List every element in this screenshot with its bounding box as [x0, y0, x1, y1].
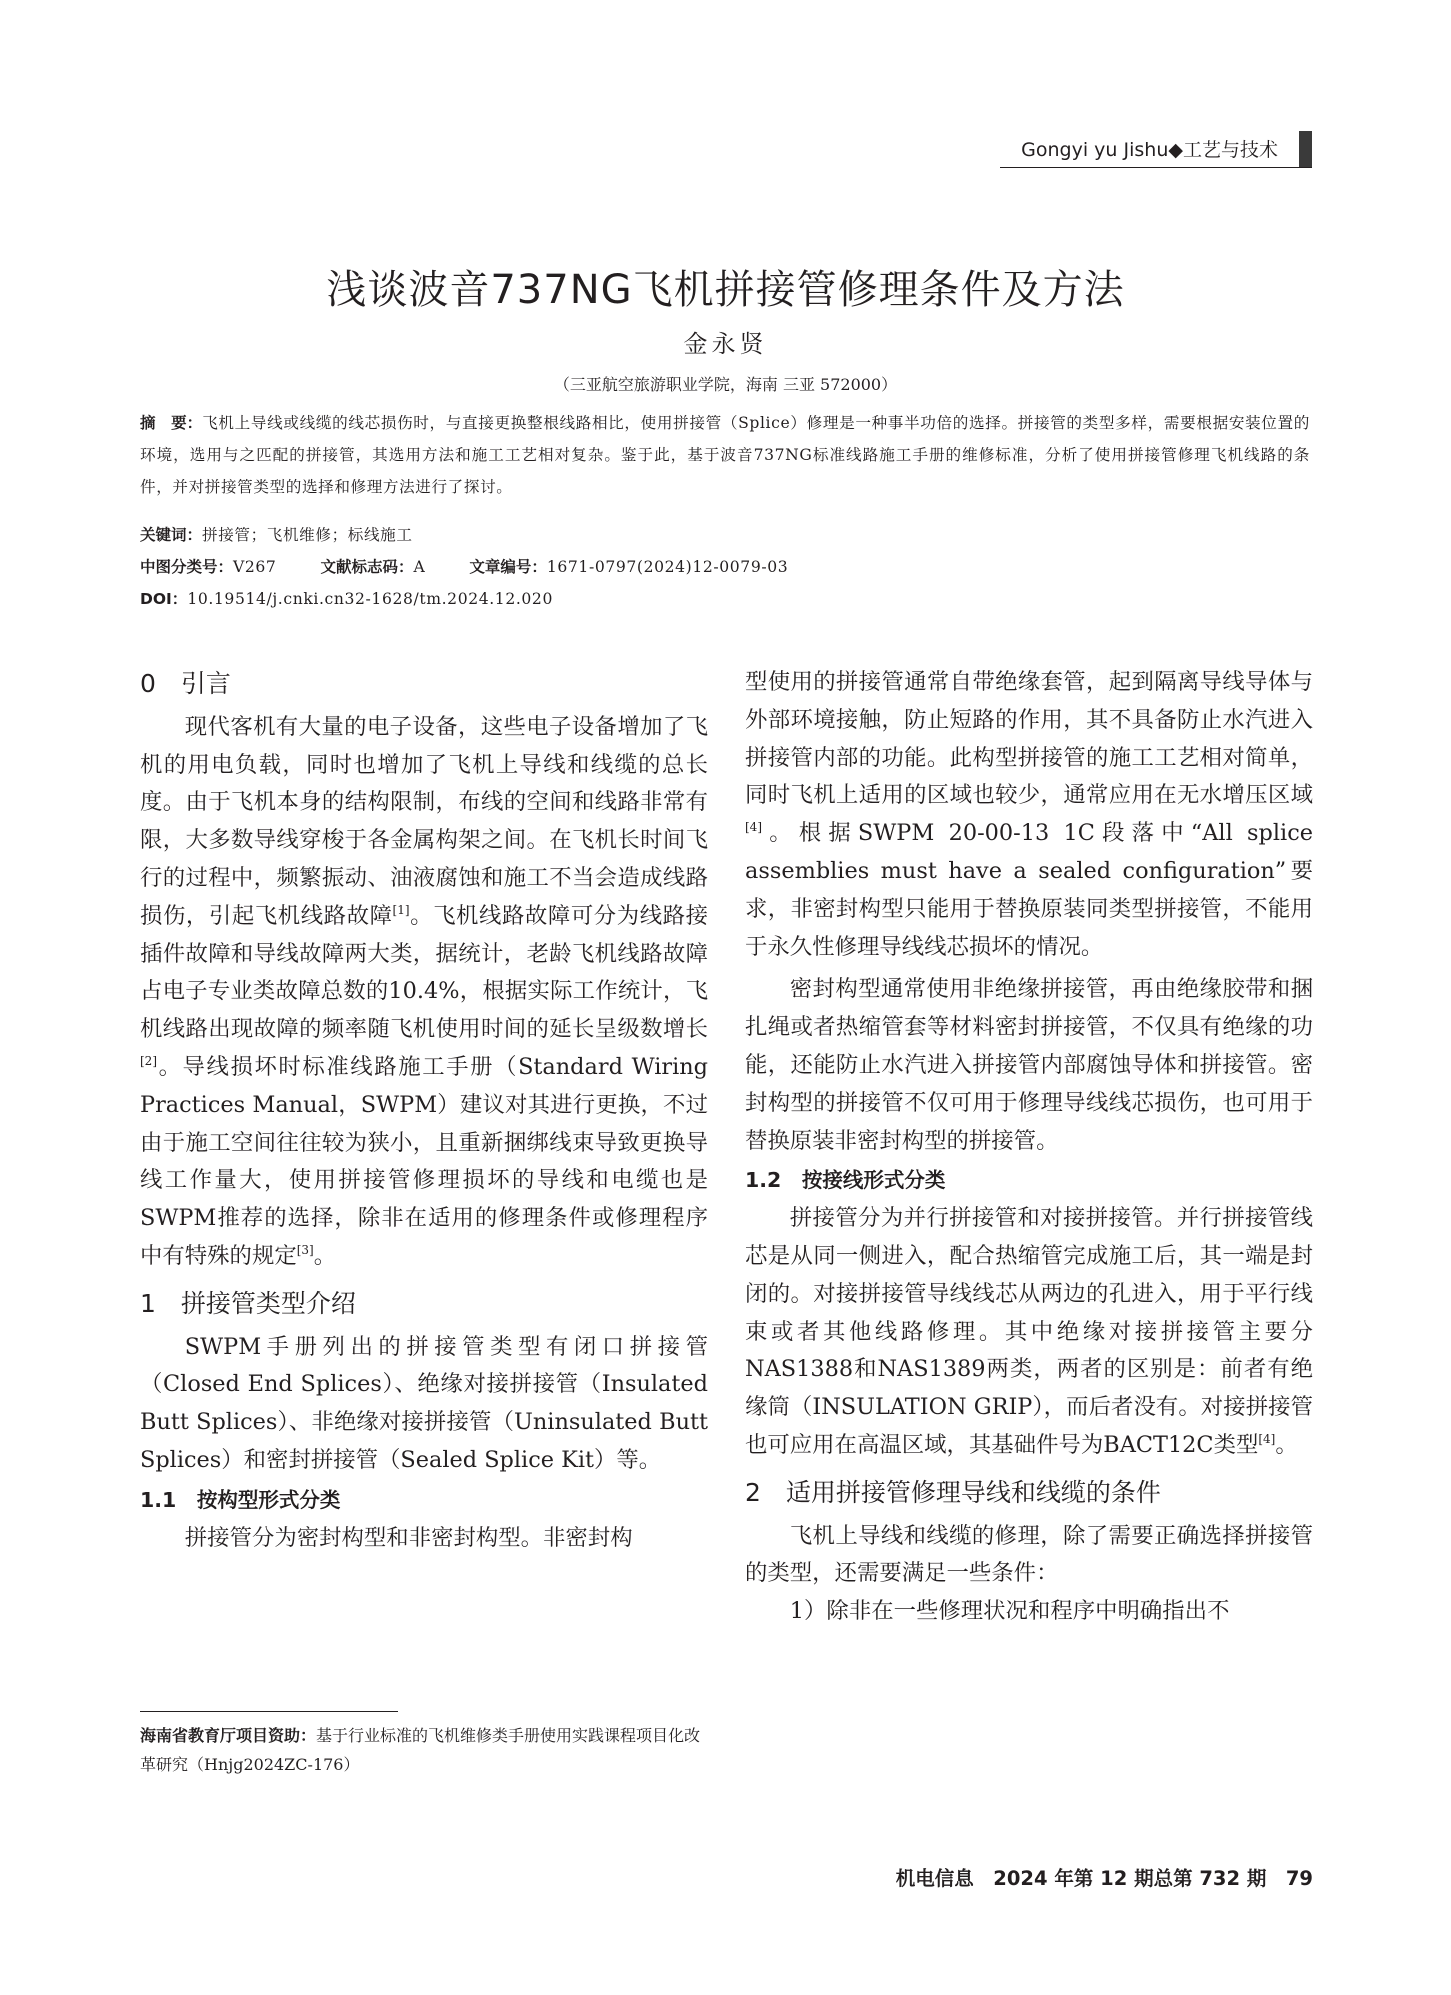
section-1-1-heading: 1.1 按构型形式分类 [140, 1487, 341, 1512]
citation-4b[interactable]: [4] [1258, 1431, 1276, 1446]
citation-1[interactable]: [1] [392, 902, 410, 917]
section-2-paragraph-1: 飞机上导线和线缆的修理，除了需要正确选择拼接管的类型，还需要满足一些条件： [745, 1522, 1313, 1587]
citation-2[interactable]: [2] [140, 1053, 157, 1068]
article-no-label: 文章编号： [469, 558, 547, 576]
affiliation: （三亚航空旅游职业学院，海南 三亚 572000） [553, 375, 898, 394]
running-head-text: Gongyi yu Jishu◆工艺与技术 [1021, 139, 1278, 161]
keywords-label: 关键词： [140, 526, 203, 544]
section-1-1-paragraph-2: 密封构型通常使用非绝缘拼接管，再由绝缘胶带和捆扎绳或者热缩管套等材料密封拼接管，不仅具有绝缘的功能，还能防止水汽进入拼接管内部腐蚀导体和拼接管。密封构型的拼接管不仅可用于修理导线线芯损伤，也可用于替换原装非密封构型的拼接管。 [745, 976, 1313, 1154]
section-1-heading: 1 拼接管类型介绍 [140, 1288, 356, 1318]
left-column [140, 665, 708, 1557]
section-1-1-paragraph-start: 拼接管分为密封构型和非密封构型。非密封构 [184, 1524, 633, 1551]
keywords-text: 拼接管；飞机维修；标线施工 [202, 526, 413, 544]
article-no-value: 1671-0797(2024)12-0079-03 [546, 558, 789, 576]
doc-code-label: 文献标志码： [320, 558, 414, 576]
doi-line [140, 583, 1310, 615]
section-0-paragraph [140, 709, 708, 1276]
running-head [1000, 131, 1312, 168]
text-run: 。 [1275, 1431, 1298, 1458]
text-run: 型使用的拼接管通常自带绝缘套管，起到隔离导线导体与外部环境接触，防止短路的作用，其不具备防止水汽进入拼接管内部的功能。此构型拼接管的施工工艺相对简单，同时飞机上适用的区域也较少，通常应用在无水增压区域 [745, 669, 1313, 809]
paper-title: 浅谈波音737NG飞机拼接管修理条件及方法 [326, 267, 1125, 313]
footnote [140, 1721, 708, 1779]
abstract [140, 407, 1310, 503]
running-head-bar [1299, 131, 1312, 167]
text-run: 。 [313, 1242, 337, 1269]
section-1-2-paragraph [745, 1200, 1313, 1465]
doi-value: 10.19514/j.cnki.cn32-1628/tm.2024.12.020 [187, 590, 553, 608]
text-run: 。导线损坏时标准线路施工手册（Standard Wiring Practices Manual，SWPM）建议对其进行更换，不过由于施工空间往往较为狭小，且重新捆绑线束导致更换导线工作量大，使用拼接管修理损坏的导线和电缆也是SWPM推荐的选择，除非在适用的修理条件或修理程序中有特殊的规定 [140, 1053, 708, 1269]
doi-label: DOI： [140, 590, 188, 608]
text-run: 。飞机线路故障可分为线路接插件故障和导线故障两大类，据统计，老龄飞机线路故障占电子专业类故障总数的10.4%，根据实际工作统计，飞机线路出现故障的频率随飞机使用时间的延长呈级数增长 [140, 902, 709, 1043]
classification-line [140, 551, 1310, 583]
section-0-heading: 0 引言 [140, 669, 231, 698]
footnote-label: 海南省教育厅项目资助： [140, 1726, 317, 1745]
text-run: 拼接管分为并行拼接管和对接拼接管。并行拼接管线芯是从同一侧进入，配合热缩管完成施工后，其一端是封闭的。对接拼接管导线线芯从两边的孔进入，用于平行线束或者其他线路修理。其中绝缘对接拼接管主要分NAS1388和NAS1389两类，两者的区别是：前者有绝缘筒（INSULATION GRIP），而后者没有。对接拼接管也可应用在高温区域，其基础件号为BACT12C类型 [745, 1205, 1313, 1458]
abstract-label: 摘 要： [140, 414, 203, 432]
clc-value: V267 [233, 558, 277, 576]
text-run: 。根据SWPM 20-00-13 1C段落中“All splice assemblies must have a sealed configuration”要求，非密封构型只能用于替换原装同类型拼接管，不能用于永久性修理导线线芯损坏的情况。 [745, 820, 1313, 960]
section-1-1-paragraph-cont [745, 664, 1313, 966]
keywords [140, 519, 1310, 551]
section-2-heading: 2 适用拼接管修理导线和线缆的条件 [745, 1477, 1161, 1507]
footnote-text: 基于行业标准的飞机维修类手册使用实践课程项目化改革研究（Hnjg2024ZC-176） [140, 1726, 701, 1774]
section-1-2-heading: 1.2 按接线形式分类 [745, 1168, 946, 1193]
author: 金永贤 [683, 330, 768, 358]
citation-3[interactable]: [3] [296, 1242, 314, 1257]
footnote-rule [140, 1711, 398, 1712]
section-2-paragraph-2: 1）除非在一些修理状况和程序中明确指出不 [789, 1598, 1230, 1625]
doc-code-value: A [413, 558, 426, 576]
abstract-text: 飞机上导线或线缆的线芯损伤时，与直接更换整根线路相比，使用拼接管（Splice）修理是一种事半功倍的选择。拼接管的类型多样，需要根据安装位置的环境，选用与之匹配的拼接管，其选用方法和施工工艺相对复杂。鉴于此，基于波音737NG标准线路施工手册的维修标准，分析了使用拼接管修理飞机线路的条件，并对拼接管类型的选择和修理方法进行了探讨。 [140, 414, 1310, 496]
clc-label: 中图分类号： [140, 558, 234, 576]
section-1-paragraph: SWPM手册列出的拼接管类型有闭口拼接管（Closed End Splices）、绝缘对接拼接管（Insulated Butt Splices）、非绝缘对接拼接管（Uninsulated Butt Splices）和密封拼接管（Sealed Splice Kit）等。 [140, 1333, 708, 1473]
text-run: 现代客机有大量的电子设备，这些电子设备增加了飞机的用电负载，同时也增加了飞机上导线和线缆的总长度。由于飞机本身的结构限制，布线的空间和线路非常有限，大多数导线穿梭于各金属构架之间。在飞机长时间飞行的过程中，频繁振动、油液腐蚀和施工不当会造成线路损伤，引起飞机线路故障 [140, 713, 708, 929]
citation-4[interactable]: [4] [745, 820, 762, 835]
page-folio: 机电信息 2024 年第 12 期总第 732 期 79 [895, 1867, 1313, 1890]
right-column [745, 664, 1313, 1631]
